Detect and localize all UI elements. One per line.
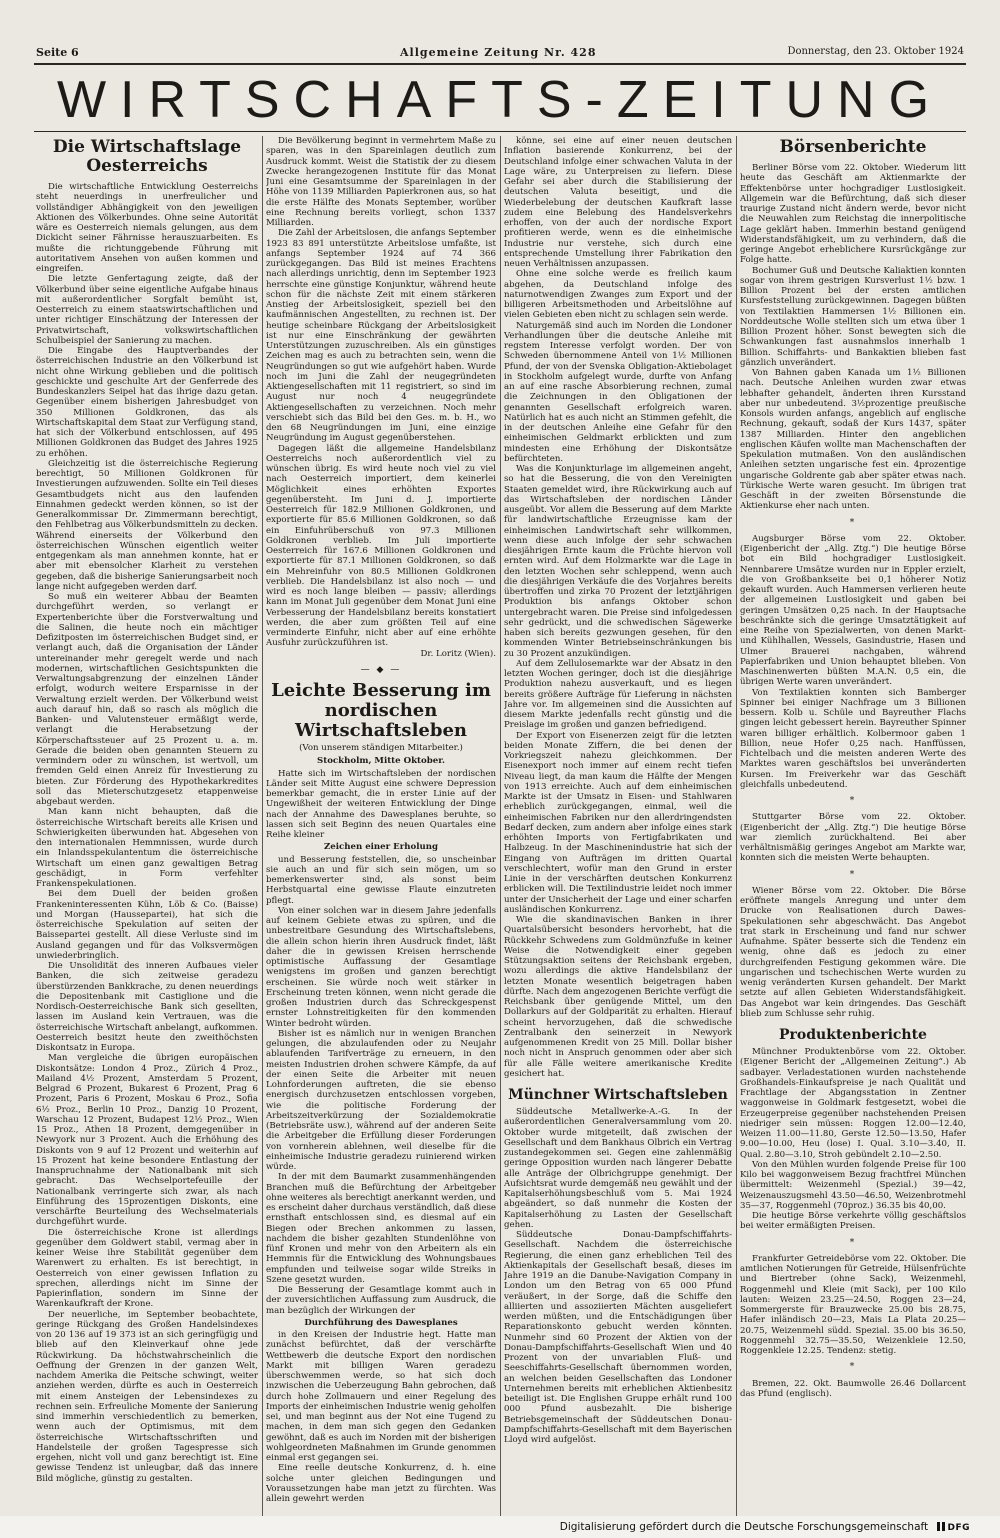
digitization-footer xyxy=(0,1516,1000,1538)
article-paragraph: könne, sei eine auf einer neuen deutschen Inflation basierende Konkurrenz, bei der Deutschland infolge einer schwachen Valuta in der Lage wäre, zu Unterpreisen zu liefern. Diese Gefahr sei aber durch die Stabilisierung der deutschen Valuta beseitigt, und die Wiederbelebung der deutschen Kaufkraft lasse zudem eine Belebung des Handelsverkehrs erhoffen, von der auch der nordische Export profitieren werde, wenn es die einheimische Industrie nur verstehe, sich durch eine entsprechende Umstellung ihrer Fabrikation den neuen Verhältnissen anzupassen. xyxy=(504,136,732,269)
article-paragraph: Man kann nicht behaupten, daß die österreichische Wirtschaft bereits alle Krisen und Schwierigkeiten überwunden hat. Abgesehen von den internationalen Hemmnissen, wurde durch ein Inlandsspekulantentum die österreichische Wirtschaft um einen ganz gewaltigen Betrag geschädigt, in Form verfehlter Frankenspekulationen. xyxy=(36,807,258,889)
separator: * xyxy=(849,1362,857,1373)
article-paragraph: Süddeutsche Donau-Dampfschiffahrts-Gesellschaft. Nachdem die österreichische Regierung, die einen ganz erheblichen Teil des Aktienkapitals der Gesellschaft besaß, dieses im Jahre 1919 an die Danube-Navigation Company in London um den Betrag von 65 000 Pfund veräußert, in der Sorge, daß die Schiffe den alliierten und assoziierten Mächten ausgeliefert werden müßten, und die Entschädigungen über Reparationskonto gebucht werden könnten. Nunmehr sind 60 Prozent der Aktien von der Donau-Dampfschiffahrts-Gesellschaft Wien und 40 Prozent von der unvariablen Fluß- und Seeschiffahrts-Gesellschaft übernommen worden, an welchen beiden Gesellschaften das Londoner Unternehmen bereits mit erheblichen Aktienbesitz beteiligt ist. Die Englishen Gruppe erhält rund 100 000 Pfund ausbezahlt. Die bisherige Betriebsgemeinschaft der Süddeutschen Donau-Dampfschiffahrts-Gesellschaft mit dem Bayerischen Lloyd wird aufgelöst. xyxy=(504,1230,732,1445)
article-paragraph: Bei dem Duell der beiden großen Frankeninteressenten Kühn, Löb & Co. (Baisse) und Morgan (Haussepartei), hat sich die österreichische Spekulation auf seiten der Baissepartei gestellt. All diese Verluste sind im Ausland gegangen und für das Volksvermögen unwiederbringlich. xyxy=(36,889,258,961)
header-rule xyxy=(34,63,966,65)
article-paragraph: Wie die skandinavischen Banken in ihrer Quartalsübersicht besonders hervorhebt, hat die Rückkehr Schwedens zum Goldmünzfuße in keiner Weise die Notwendigkeit einer gegeben Stützungsaktion seitens der Reichsbank ergeben, wozu allerdings die aktive Handelsbilanz der letzten Monate wesentlich beigetragen haben dürfte. Nach dem angezogenen Berichte verfügt die Reichsbank über genügende Mittel, um den Dollarkurs auf der Goldparität zu erhalten. Hierauf scheint hervorzugehen, daß die schwedische Zentralbank den seinerzeit in Newyork aufgenommenen Kredit von 25 Mill. Dollar bisher noch nicht in Anspruch genommen oder aber sich für alle Fälle weitere amerikanische Kredite gesichert hat. xyxy=(504,915,732,1079)
article-paragraph: Von Bahnen gaben Kanada um 1½ Billionen nach. Deutsche Anleihen wurden zwar etwas lebhafter gehandelt, änderten ihren Kursstand aber nur unbedeutend. 3½prozentige preußische Konsols wurden anfangs, angeblich auf englische Rechnung, gekauft, sodaß der Kurs 1437, später 1387 Milliarden. Hinter den angeblichen englischen Käufen wollte man Machenschaften der Spekulation mutmaßen. Von den ausländischen Anleihen setzten ungarische fest ein. 4prozentige ungarische Goldrente gab aber später etwas nach. Türkische Werte waren gesucht. Im übrigen trat Geschäft in der zweiten Börsenstunde die Aktienkurse eher nach unten. xyxy=(740,368,966,512)
article-paragraph: In der mit dem Baumarkt zusammenhängenden Branchen muß die Befürchtung der Arbeitgeber ohne weiteres als berechtigt anerkannt werden, und es erscheint daher durchaus verständlich, daß diese ernsthaft entschlossen sind, es diesmal auf ein Biegen oder Brechen ankommen zu lassen, nachdem die bisher gezahlten Stundenlöhne von fünf Kronen und mehr von den Arbeitern als ein Hemmnis für die Entwicklung des Wohnungsbaues empfunden und teilweise sogar wilde Streiks in Szene gesetzt wurden. xyxy=(266,1172,496,1285)
article-paragraph: Stuttgarter Börse vom 22. Oktober. (Eigenbericht der „Allg. Ztg.“) Die heutige Börse war ziemlich zurückhaltend. Bei aber verhältnismäßig geringes Angebot am Markte war, konnten sich die meisten Werte behaupten. xyxy=(740,812,966,864)
article-paragraph: Von den Mühlen wurden folgende Preise für 100 Kilo bei waggonweisem Bezug frachtfrei München übermittelt: Weizenmehl (Spezial.) 39—42, Weizenauszugsmehl 43.50—46.50, Weizenbrotmehl 35—37, Roggenmehl (70proz.) 36.35 bis 40,00. xyxy=(740,1159,966,1211)
article-title: Leichte Besserung im nordischen Wirtschaftsleben xyxy=(271,680,491,741)
masthead-rule xyxy=(34,131,966,132)
section-title: Börsenberichte xyxy=(779,137,927,157)
column-2 xyxy=(266,136,496,1536)
article-paragraph: Bisher ist es nämlich nur in wenigen Branchen gelungen, die abzulaufenden oder zu Neujahr ablaufenden Tarifverträge zu erneuern, in den meisten Industrien drohen schwere Kämpfe, da auf der einen Seite die Arbeiter mit neuen Lohnforderungen auftreten, die sie ebenso energisch durchzusetzen entschlossen vorgeben, wie die politische Forderung der Arbeitszeitverkürzung der Sozialdemokratie (Betriebsräte usw.), während auf der anderen Seite die Arbeitgeber die Erfüllung dieser Forderungen von vornherein ablehnen, weil dieselbe für die einheimische Industrie geradezu ruinierend wirken würde. xyxy=(266,1028,496,1172)
section-title: Produktenberichte xyxy=(779,1027,927,1043)
subheading: Zeichen einer Erholung xyxy=(324,842,438,853)
section-masthead: WIRTSCHAFTS-ZEITUNG xyxy=(56,71,944,129)
issue-date: Donnerstag, den 23. Oktober 1924 xyxy=(787,46,964,57)
separator: * xyxy=(849,869,857,880)
column-3 xyxy=(504,136,732,1536)
article-paragraph: Auf dem Zellulosemarkte war der Absatz in den letzten Wochen geringer, doch ist die diesjährige Produktion nahezu ausverkauft, und es liegen bereits größere Aufträge für Lieferung in nächsten Jahre vor. Im allgemeinen sind die Aussichten auf diesem Markte jedenfalls recht günstig und die Preislage im großen und ganzen befriedigend. xyxy=(504,658,732,731)
article-paragraph: Die österreichische Krone ist allerdings gegenüber dem Goldwert stabil, vermag aber in keiner Weise ihre Stabilität gegenüber dem Warenwert zu erhalten. Es ist berechtigt, in Oesterreich von einer gewissen Inflation zu sprechen, allerdings nicht im Sinne der Papierinflation, sondern im Sinne der Warenkaufkraft der Krone. xyxy=(36,1227,258,1310)
article-byline: (Von unserem ständigen Mitarbeiter.) xyxy=(299,743,463,753)
column-divider xyxy=(500,136,501,1516)
article-paragraph: und Besserung feststellen, die, so unscheinbar sie auch an und für sich sein mögen, um so bemerkenswerter sind, als sonst beim Herbstquartal eine gewisse Flaute einzutreten pflegt. xyxy=(266,854,496,906)
article-paragraph: Die Eingabe des Hauptverbandes der österreichischen Industrie an den Völkerbund ist nicht ohne Wirkung geblieben und die politisch geschickte und geschulte Art der Genferrede des Bundeskanzlers Seipel hat das ihrige dazu getan. Gegenüber einem bisherigen Jahresbudget von 350 Millionen Goldkronen, das als Wirtschaftskapital dem Staat zur Verfügung stand, hat sich der Völkerbund entschlossen, auf 495 Millionen Goldkronen das Budget des Jahres 1925 zu erhöhen. xyxy=(36,346,258,459)
article-paragraph: Die Zahl der Arbeitslosen, die anfangs September 1923 83 891 unterstützte Arbeitslose umfaßte, ist anfangs September 1924 auf 74 366 zurückgegangen. Das Bild ist meines Erachtens nach allerdings unrichtig, denn im September 1923 herrschte eine günstige Konjunktur, während heute schon für die nächste Zeit mit einem stärkeren Anstieg der Arbeitslosigkeit, speziell bei den kaufmännischen Angestellten, zu rechnen ist. Der heutige scheinbare Rückgang der Arbeitslosigkeit ist nur eine Einschränkung der gewährten Unterstützungen zuzuschreiben. Als ein günstiges Zeichen mag es auch zu betrachten sein, wenn die Neugründungen so gut wie aufgehört haben. Wurde noch im Juni die Zahl der neugegründeten Aktiengesellschaften mit 11 registriert, so sind im August nur noch 4 neugegründete Aktiengesellschaften zu verzeichnen. Noch mehr verschiebt sich das Bild bei den Ges. m. b. H., wo den 68 Neugründungen im Juni, eine einzige Neugründung im August gegenüberstehen. xyxy=(266,228,496,444)
page-number: Seite 6 xyxy=(36,46,79,59)
column-divider xyxy=(262,136,263,1516)
article-paragraph: Ohne eine solche werde es freilich kaum abgehen, da Deutschland infolge des naturnotwendigen Zwanges zum Export und der billigeren Arbeitsmethoden und Arbeitslöhne auf vielen Gebieten eben nicht zu schlagen sein werde. xyxy=(504,269,732,321)
footer-credit xyxy=(560,1521,970,1533)
newspaper-name: Allgemeine Zeitung Nr. 428 xyxy=(400,46,597,59)
article-paragraph: Die Besserung der Gesamtlage kommt auch in der zuversichtlichen Auffassung zum Ausdruck, die man bezüglich der Wirkungen der xyxy=(266,1285,496,1316)
article-paragraph: Die Bevölkerung beginnt in vermehrtem Maße zu sparen, was in den Spareinlagen deutlich zum Ausdruck kommt. Weist die Statistik der zu diesem Zwecke herangezogenen Institute für das Monat Juni eine Gesamtsumme der Spareinlagen in der Höhe von 1139 Milliarden Papierkronen aus, so hat die erste Hälfte des Monats September, worüber eine Rechnung bereits vorliegt, schon 1337 Milliarden. xyxy=(266,136,496,228)
article-paragraph: Von Textilaktien konnten sich Bamberger Spinner bei einiger Nachfrage um 3 Billionen bessern. Kolb u. Schüle und Bayreuther Flachs gingen leicht gebessert herein. Bayreuther Spinner waren billiger erhältlich. Kolbermoor gaben 1 Billion, neue Hofer 0,25 nach. Hanffüssen, Fichtelbach und die meisten anderen Werte des Marktes waren geschäftslos bei unveränderten Kursen. Im Freiverkehr war das Geschäft gleichfalls unbedeutend. xyxy=(740,687,966,790)
column-4 xyxy=(740,136,966,1536)
article-paragraph: So muß ein weiterer Abbau der Beamten durchgeführt werden, so verlangt er Expertenberichte über die Forstverwaltung und die Salinen, die heute noch ein mächtiger Defizitposten im österreichischen Budget sind, er verlangt auch, daß die Organisation der Länder untereinander mehr geregelt werde und nach modernen, wirtschaftlichen Gesichtspunkten die Verwaltungsabgrenzung der einzelnen Länder erfolgt, wodurch weitere Ersparnisse in der Verwaltung erzielt werden. Der Völkerbund weist auch darauf hin, daß so rasch als möglich die Banken- und Valutensteuer ermäßigt werde, verlangt die Herabsetzung der Körperschaftssteuer auf 25 Prozent u. a. m. Gerade die beiden oben genannten Steuern zu vermindern oder zu wünschen, ist wertvoll, um fremden Geld einen Anreiz für Investierung zu bieten. Zur Förderung des Hypothekarkredites soll das Mieterschutzgesetz etappenweise abgebaut werden. xyxy=(36,592,258,807)
article-paragraph: Süddeutsche Metallwerke-A.-G. In der außerordentlichen Generalversammlung vom 20. Oktober wurde mitgeteilt, daß zwischen der Gesellschaft und dem Bankhaus Olbrich ein Vertrag zustandegekommen sei. Gegen eine zahlenmäßig geringe Opposition wurden nach längerer Debatte alle Anträge der Olbrichgruppe genehmigt. Der Aufsichtsrat wurde demgemäß neu gewählt und der Kapitalserhöhungsbeschluß vom 5. Mai 1924 abgeändert, so daß nunmehr die Kosten der Kapitalserhöhung zu Lasten der Gesellschaft gehen. xyxy=(504,1107,732,1230)
article-paragraph: Hatte sich im Wirtschaftsleben der nordischen Länder seit Mitte August eine schwere Depression bemerkbar gemacht, die in erster Linie auf der Ungewißheit der weiteren Entwicklung der Dinge nach der Annahme des Dawesplanes beruhte, so lassen sich seit Beginn des neuen Quartales eine Reihe kleiner xyxy=(266,768,496,840)
dfg-logo-icon: DFG xyxy=(937,1522,970,1533)
article-paragraph: Bremen, 22. Okt. Baumwolle 26.46 Dollarcent das Pfund (englisch). xyxy=(740,1378,966,1399)
column-divider xyxy=(736,136,737,1516)
article-paragraph: Von einer solchen war in diesem Jahre jedenfalls auf keinem Gebiete etwas zu spüren, und die unbestreitbare Gesundung des Wirtschaftslebens, die allein schon hierin ihren Ausdruck findet, läßt daher die in gewissen Kreisen herrschende optimistische Auffassung der Gesamtlage wenigstens im großen und ganzen berechtigt erscheinen. Sie würde noch weit stärker in Erscheinung treten können, wenn nicht gerade die großen Industrien durch das Schreckgespenst ernster Lohnstreitigkeiten für den kommenden Winter bedroht würden. xyxy=(266,905,496,1029)
article-paragraph: Was die Konjunkturlage im allgemeinen angeht, so hat die Besserung, die von den Vereinigten Staaten gemeldet wird, ihre Rückwirkung auch auf das Wirtschaftsleben der nordischen Länder ausgeübt. Vor allem die Besserung auf dem Markte für landwirtschaftliche Erzeugnisse kam der einheimischen Landwirtschaft sehr willkommen, wenn diese auch infolge der sehr schwachen diesjährigen Ernte kaum die Früchte hiervon voll ernten wird. Auf dem Holzmarkte war die Lage in den letzten Wochen sehr schleppend, wenn auch die diesjährigen Verkäufe die des Vorjahres bereits übertroffen und zirka 70 Prozent der letztjährigen Produktion bis anfangs Oktober schon untergebracht waren. Die Preise sind infolgedessen sehr gedrückt, und die schwedischen Sägewerke haben sich bereits gezwungen gesehen, für den kommenden Winter Betriebseinschränkungen bis zu 30 Prozent anzukündigen. xyxy=(504,464,732,659)
article-paragraph: Dagegen läßt die allgemeine Handelsbilanz Oesterreichs noch außerordentlich viel zu wünschen übrig. Es wird heute noch viel zu viel nach Oesterreich importiert, dem keinerlei Möglichkeit eines erhöhten Exportes gegenübersteht. Im Juni d. J. importierte Oesterreich für 182.9 Millionen Goldkronen, und exportierte für 85.6 Millionen Goldkronen, so daß ein Einfuhrüberschuß von 97.3 Millionen Goldkronen verblieb. Im Juli importierte Oesterreich für 167.6 Millionen Goldkronen und exportierte für 87.1 Millionen Goldkronen, so daß ein Mehreinfuhr von 80.5 Millionen Goldkronen verblieb. Die Handelsbilanz ist also noch — und wird es noch lange bleiben — passiv; allerdings kann im Monat Juli gegenüber dem Monat Juni eine Verbesserung der Handelsbilanz bereits konstatiert werden, die aber zum größten Teil auf eine verminderte Einfuhr, nicht aber auf eine erhöhte Ausfuhr zurückzuführen ist. xyxy=(266,443,496,649)
article-paragraph: Bochumer Guß und Deutsche Kaliaktien konnten sogar von ihrem gestrigen Kursverlust 1½ bzw. 1 Billion Prozent bei der ersten amtlichen Kursfeststellung zurückgewinnen. Dagegen büßten von Textilaktien Hammersen 1½ Billionen ein. Norddeutsche Wolle stellten sich um etwa über 1 Billion Prozent höher. Sonst bewegten sich die Schwankungen fast ausnahmslos innerhalb 1 Billion. Schiffahrts- und Bankaktien blieben fast gänzlich unverändert. xyxy=(740,265,966,368)
dateline: Stockholm, Mitte Oktober. xyxy=(317,756,445,767)
article-paragraph: Münchner Produktenbörse vom 22. Oktober. (Eigener Bericht der „Allgemeinen Zeitung“.) Ab sadbayer. Verladestationen wurden nachstehende Großhandels-Einkaufspreise je nach Qualität und Frachtlage der Abgangsstation in Zentner waggonweise in Goldmark festgesetzt, wobei die Erzeugerpreise gegenüber nachstehenden Preisen niedriger sein müssen: Roggen 12.00—12.40, Weizen 11.00—11.80, Gerste 12.50—13.50, Hafer 9.00—10.00, Heu (lose) I. Qual. 3.10—3.40, II. Qual. 2.80—3.10, Stroh gebündelt 2.10—2.50. xyxy=(740,1047,966,1160)
article-paragraph: Eine reelle deutsche Konkurrenz, d. h. eine solche unter gleichen Bedingungen und Voraussetzungen habe man jetzt zu fürchten. Was allein gewehrt werden xyxy=(266,1463,496,1504)
article-paragraph: Die heutige Börse verkehrte völlig geschäftslos bei weiter ermäßigten Preisen. xyxy=(740,1211,966,1232)
article-paragraph: Wiener Börse vom 22. Oktober. Die Börse eröffnete mangels Anregung und unter dem Drucke von Realisationen durch Dawes-Spekulationen sehr abgeschwächt. Das Angebot trat stark in Erscheinung und fand nur schwer Aufnahme. Später besserte sich die Tendenz ein wenig, ohne daß es jedoch zu einer durchgreifenden Festigung gekommen wäre. Die ungarischen und tschechischen Werte wurden zu wenig veränderten Kursen gehandelt. Der Markt setzte auf allen Gebieten Widerstandsfähigkeit. Das Angebot war kein dringendes. Das Geschäft blieb zum Schlusse sehr ruhig. xyxy=(740,885,966,1019)
article-paragraph: Der neuerliche, im September beobachtete, geringe Rückgang des Großen Handelsindexes von 20 136 auf 19 373 ist an sich geringfügig und blieb auf den Kleinverkauf ohne jede Rückwirkung. Da höchstwahrscheinlich die Oeffnung der Grenzen in der ganzen Welt, nachdem Amerika die Peitsche schwingt, weiter anziehen werden, dürfte es auch in Oesterreich mit einem Ansteigen der Lebensindexes zu rechnen sein. Erfreuliche Momente der Sanierung sind immerhin verschiedentlich zu bemerken, wenn auch der Optimismus, mit dem österreichische Wirtschaftsschriften und Handelsteile der großen Tagespresse sich ergehen, nicht voll und ganz berechtigt ist. Eine gewisse Tendenz ist unleugbar, daß das innere Bild mögliche, günstig zu gestalten. xyxy=(36,1309,258,1484)
separator: * xyxy=(849,796,857,806)
article-paragraph: Gleichzeitig ist die österreichische Regierung berechtigt, 50 Millionen Goldkronen für Investierungen aufzuwenden. Sollte ein Teil dieses Gesamtbudgets nicht aus den laufenden Einnahmen gedeckt werden können, so ist der Generalkommissar Dr. Zimmermann berechtigt, den Fehlbetrag aus Völkerbundsmitteln zu decken. Während einerseits der Völkerbund den österreichischen Wünschen eigentlich weiter entgegenkam als man annehmen konnte, hat er aber mit ebensolcher Klarheit zu verstehen gegeben, daß die bisherige Sanierungsarbeit noch lange nicht aufgegeben werden darf. xyxy=(36,458,258,592)
article-paragraph: Naturgemäß sind auch im Norden die Londoner Verhandlungen über die deutsche Anleihe mit regstem Interesse verfolgt worden. Der von Schweden übernommene Anteil von 1½ Millionen Pfund, der von der Svenska Obligation-Aktiebolaget in Stockholm aufgelegt wurde, durfte von Anfang an auf eine rasche Absorbierung rechnen, zumal die Zeichnungen in den Obligationen der genannten Gesellschaft erfolgreich waren. Natürlich hat es auch nicht an Stimmen gefehlt, die in der deutschen Anleihe eine Gefahr für den einheimischen Geldmarkt erblickten und zum mindesten eine Erhöhung der Diskontsätze befürchteten. xyxy=(504,320,732,464)
footer-text: Digitalisierung gefördert durch die Deutsche Forschungsgemeinschaft xyxy=(559,1521,929,1533)
article-paragraph: Die letzte Genfertagung zeigte, daß der Völkerbund über seine eigentliche Aufgabe hinaus mit außerordentlicher Sorgfalt bemüht ist, Oesterreich zu einem staatswirtschaftlichen und unter richtiger Einschätzung der Interessen der Privatwirtschaft, volkswirtschaftlichen Schulbeispiel der Sanierung zu machen. xyxy=(36,274,258,346)
article-paragraph: Die wirtschaftliche Entwicklung Oesterreichs steht neuerdings in unerfreulicher und vollständiger Abhängigkeit von den jeweiligen Aktionen des Völkerbundes. Ohne seine Autorität wäre es Oesterreich niemals gelungen, aus dem Dickicht seiner Fährnisse herauszuarbeiten. Es mußte die richtunggebende Führung mit autoritativem Ansehen von außen kommen und eingreifen. xyxy=(36,182,258,274)
article-paragraph: Die Unsolidität des inneren Aufbaues vieler Banken, die sich zeitweise geradezu überstürzenden Bankkrache, zu denen neuerdings die Depositenbank mit Castiglione und die Nordisch-Oesterreichische Bank sich gesellten, lassen im Ausland kein Vertrauen, was die österreichische Wirtschaft anbelangt, aufkommen. Oesterreich besitzt heute den zweithöchsten Diskontsatz in Europa. xyxy=(36,961,258,1053)
article-paragraph: Frankfurter Getreidebörse vom 22. Oktober. Die amtlichen Notierungen für Getreide, Hülsenfrüchte und Biertreber (ohne Sack), Weizenmehl, Roggenmehl und Kleie (mit Sack), per 100 Kilo lauten: Weizen 23.25—24.50, Roggen 23—24, Sommergerste für Brauzwecke 25.00 bis 28.75, Hafer inländisch 20—23, Mais La Plata 20.25—20.75, Weizenmehl südd. Spezial. 35.00 bis 36.50, Roggenmehl 32.75—35.50, Weizenkleie 12.50, Roggenkleie 12.25. Tendenz: stetig. xyxy=(740,1253,966,1356)
separator: * xyxy=(849,517,857,528)
article-paragraph: in den Kreisen der Industrie hegt. Hatte man zunächst befürchtet, daß der verschärfte Wettbewerb die deutsche Export den nordischen Markt mit billigen Waren geradezu überschwemmen werde, so hat sich doch inzwischen die Ueberzeugung Bahn gebrochen, daß durch hohe Zollmauern und einer Regelung des Imports der einheimischen Industrie wenig geholfen sei, und man beginnt aus der Not eine Tugend zu machen, in dem man sich gegen den Gedanken gewöhnt, daß es auch im Norden mit der bisherigen wohlgeordneten Maßnahmen im Grunde genommen einmal erst gegangen sei. xyxy=(266,1330,496,1463)
separator: — ◆ — xyxy=(360,664,402,675)
article-title: Münchner Wirtschaftsleben xyxy=(508,1087,728,1103)
subheading: Durchführung des Dawesplanes xyxy=(304,1317,458,1328)
article-paragraph: Der Export von Eisenerzen zeigt für die letzten beiden Monate Ziffern, die bei denen der Vorkriegszeit nahezu gleichkommen. Der Eisenexport noch immer auf einem recht tiefen Niveau liegt, da man kaum die Hälfte der Mengen von 1913 erreichte. Auch auf dem einheimischen Markte ist der Umsatz in Eisen- und Stahlwaren erheblich zurückgegangen, einmal, weil die einheimischen Fabriken nur den allerdringendsten Bedarf decken, zum andern aber infolge eines stark erhöhten Imports von Fertigfabrikaten und Halbzeug. In der Maschinenindustrie hat sich der Eingang von Aufträgen im dritten Quartal verschlechtert, wofür man den Grund in erster Linie in der verschärften deutschen Konkurrenz erblicken will. Die Textilindustrie leidet noch immer unter der Unsicherheit der Lage und einer scharfen ausländischen Konkurrenz. xyxy=(504,730,732,915)
article-title: Die Wirtschaftslage Oesterreichs xyxy=(52,137,242,176)
separator: * xyxy=(849,1237,857,1248)
article-paragraph: Augsburger Börse vom 22. Oktober. (Eigenbericht der „Allg. Ztg.“) Die heutige Börse bot ein Bild hochgradiger Lustlosigkeit. Nennbarere Umsätze wurden nur in Eppler erzielt, die von Großbankseite bei 0,1 höherer Notiz gekauft wurden. Auch Hammersen verlieren heute der allgemeinen Lustlosigkeit und gaben bei geringen Umsätzen 0,25 nach. In der Hauptsache beschränkte sich die geringe Umsatztätigkeit auf eine Reihe von Spezialwerten, von denen Markt- und Kühlhallen, Wessels, Gasindustrie, Hasen und Ulmer Brauerei nachgaben, während Papierfabriken und Union behauptet blieben. Von Maschinenwerten büßten M.A.N. 0,5 ein, die übrigen Werte waren unverändert. xyxy=(740,533,966,688)
author-signature: Dr. Loritz (Wien). xyxy=(420,648,496,659)
article-paragraph: Man vergleiche die übrigen europäischen Diskontsätze: London 4 Proz., Zürich 4 Proz., Mailand 4½ Prozent, Amsterdam 5 Prozent, Belgrad 6 Prozent, Bukarest 6 Prozent, Prag 6 Prozent, Paris 6 Prozent, Moskau 6 Proz., Sofia 6½ Proz., Berlin 10 Proz., Danzig 10 Prozent, Warschau 12 Prozent, Budapest 12½ Proz., Wien 15 Proz., Athen 18 Prozent, demgegenüber in Newyork nur 3 Prozent. Auch die Erhöhung des Diskonts von 9 auf 12 Prozent und weiterhin auf 15 Prozent hat keine besondere Entlastung der Inanspruchnahme der Nationalbank mit sich gebracht. Das Wechselportefeuille der Nationalbank verringerte sich zwar, als nach Einführung des 15prozentigen Diskonts, eine verschärfte Beurteilung des Wechselmaterials durchgeführt wurde. xyxy=(36,1053,258,1228)
column-1 xyxy=(36,136,258,1536)
article-paragraph: Berliner Börse vom 22. Oktober. Wiederum litt heute das Geschäft am Aktienmarkte der Effektenbörse unter hochgradiger Lustlosigkeit. Allgemein war die Befürchtung, daß sich dieser traurige Zustand nicht ändern werde, bevor nicht die Neuwahlen zum Reichstag die innerpolitische Lage geklärt haben. Immerhin bestand genügend Widerstandsfähigkeit, um zu verhindern, daß die geringe Angebot erheblichere Kursrückgänge zur Folge hatte. xyxy=(740,163,966,266)
